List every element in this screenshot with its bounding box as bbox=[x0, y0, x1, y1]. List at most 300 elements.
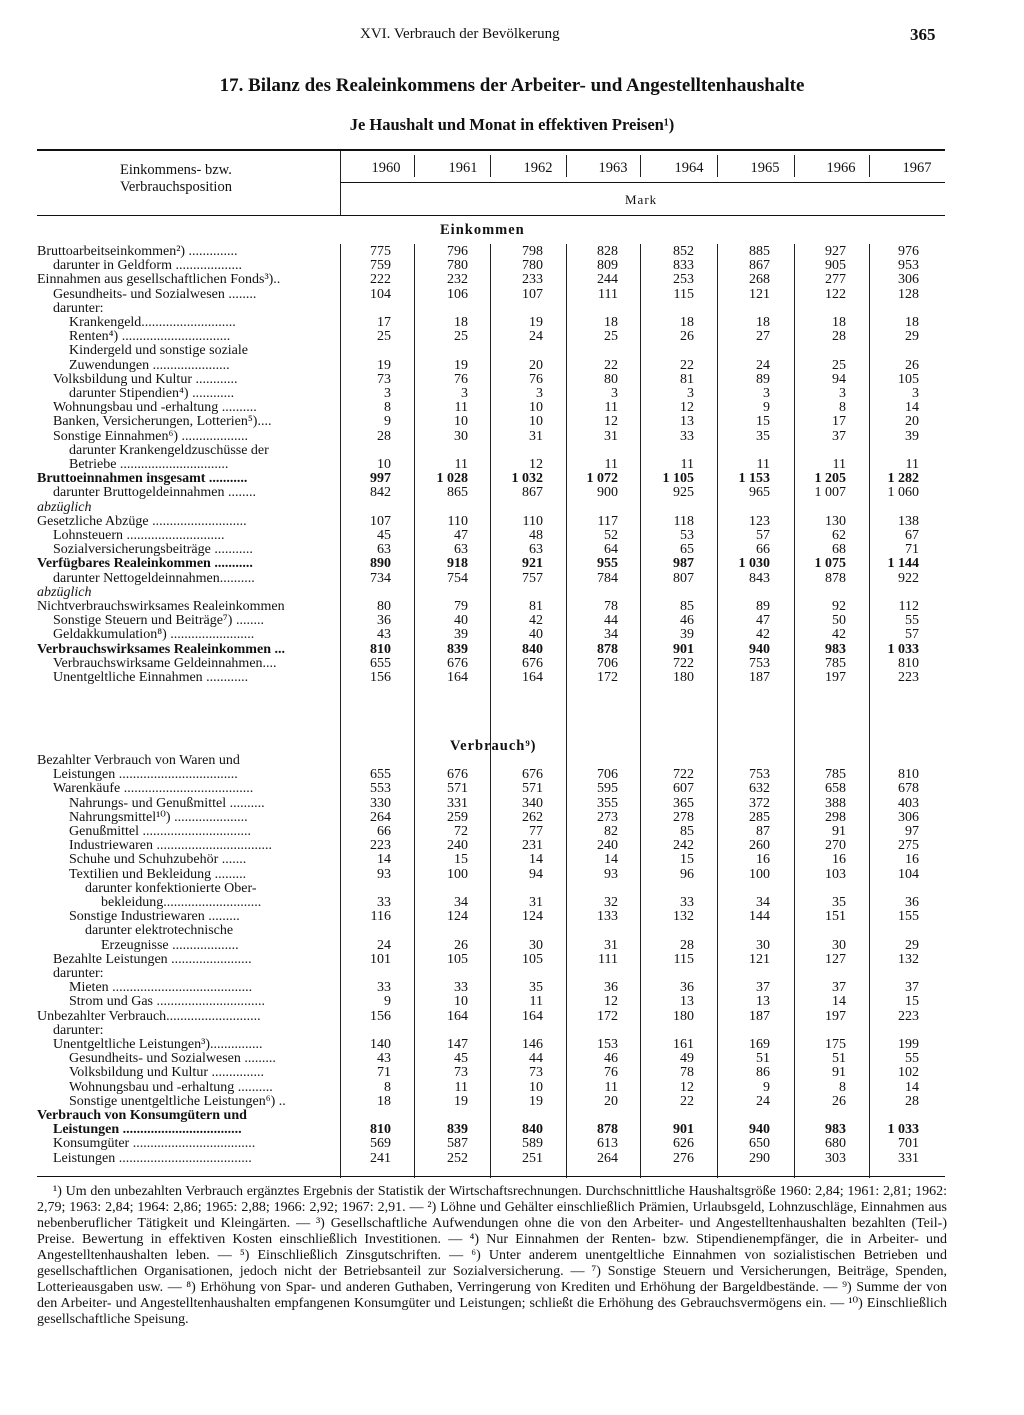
cell-value: 925 bbox=[673, 485, 694, 501]
cell-value: 997 bbox=[370, 471, 391, 487]
cell-value: 24 bbox=[377, 937, 391, 953]
cell-value: 26 bbox=[905, 357, 919, 373]
cell-value: 3 bbox=[912, 386, 919, 401]
cell-value: 199 bbox=[898, 1037, 919, 1052]
cell-value: 63 bbox=[377, 542, 391, 558]
cell-value: 36 bbox=[905, 895, 919, 910]
cell-value: 810 bbox=[370, 1122, 391, 1138]
cell-value: 264 bbox=[370, 809, 391, 825]
row-label: darunter Stipendien⁴) ............ bbox=[69, 386, 235, 401]
cell-value: 105 bbox=[522, 951, 543, 967]
row-label: Volksbildung und Kultur ............... bbox=[69, 1065, 264, 1081]
year-header: 1964 bbox=[674, 160, 704, 176]
cell-value: 91 bbox=[832, 824, 846, 839]
cell-value: 828 bbox=[597, 244, 618, 259]
row-label: Verbrauchswirksames Realeinkommen ... bbox=[37, 641, 285, 657]
cell-value: 187 bbox=[749, 1008, 770, 1024]
cell-value: 46 bbox=[680, 613, 694, 629]
cell-value: 233 bbox=[522, 272, 543, 288]
stub-header bbox=[120, 162, 232, 196]
cell-value: 18 bbox=[832, 315, 846, 330]
cell-value: 940 bbox=[749, 641, 770, 657]
row-label: darunter konfektionierte Ober- bbox=[85, 880, 257, 896]
cell-value: 39 bbox=[680, 627, 694, 643]
cell-value: 180 bbox=[673, 1008, 694, 1024]
cell-value: 97 bbox=[905, 824, 919, 839]
year-header: 1960 bbox=[371, 160, 401, 176]
cell-value: 42 bbox=[756, 627, 770, 643]
cell-value: 809 bbox=[597, 258, 618, 274]
cell-value: 655 bbox=[370, 767, 391, 783]
cell-value: 867 bbox=[522, 485, 543, 501]
row-label: abzüglich bbox=[37, 499, 92, 515]
cell-value: 164 bbox=[522, 1008, 543, 1024]
cell-value: 9 bbox=[763, 1079, 770, 1095]
cell-value: 22 bbox=[604, 357, 618, 373]
unit-label: Mark bbox=[625, 192, 658, 207]
cell-value: 31 bbox=[604, 937, 618, 953]
footnote-text: ¹) Um den unbezahlten Verbrauch ergänztes Ergebnis der Statistik der Wirtschaftsrechnungen. Durchschnittliche Haushaltsgröße 1960: 2,84; 1961: 2,81; 1962: 2,79; 1963: 2,84; 1964: 2,86; 1965: 2,88; 1966: 2,92; 1967: 2,91. — ²) Löhne und Gehälter einschließlich Prämien, Urlaubsgeld, Lohnzuschläge, Einnahmen aus nebenberuflicher Tätigkeit und Kleingärten. — ³) Gesellschaftliche Aufwendungen ohne die von den Arbeiter- und Angestelltenhaushalten bezahlten (Teil-) Preise. Bewertung in effektiven Kosten einschließlich Investitionen. — ⁴) Nur Einnahmen der Renten- bzw. Stipendienempfänger, die in Arbeiter- und Angestelltenhaushalten leben. — ⁵) Einschließlich Zinsgutschriften. — ⁶) Unter anderem unentgeltliche Einnahmen von sozialistischen Betrieben und gesellschaftlichen Organisationen, jedoch nicht der Betriebsanteil zur Sozialversicherung. — ⁷) Sonstige Steuern und Versicherungen, Beiträge, Spenden, Lotterieausgaben usw. — ⁸) Erhöhung von Spar- und anderen Guthaben, Verringerung von Krediten und Erhöhung der Bargeldbestände. — ⁹) Summe der von den Arbeiter- und Angestelltenhaushalten empfangenen Konsumgüter und Leistungen; schließt die Erhöhung des Gebrauchsvermögens ein. — ¹⁰) Einschließlich gesellschaftliche Speisung. bbox=[37, 1184, 947, 1327]
cell-value: 810 bbox=[898, 655, 919, 671]
cell-value: 100 bbox=[447, 866, 468, 882]
cell-value: 303 bbox=[825, 1150, 846, 1166]
row-label: Unbezahlter Verbrauch........................... bbox=[37, 1008, 261, 1024]
cell-value: 11 bbox=[529, 994, 543, 1010]
cell-value: 1 105 bbox=[662, 471, 694, 487]
cell-value: 553 bbox=[370, 781, 391, 797]
cell-value: 22 bbox=[680, 357, 694, 373]
cell-value: 18 bbox=[454, 315, 468, 330]
cell-value: 77 bbox=[529, 824, 543, 839]
cell-value: 678 bbox=[898, 781, 919, 797]
row-label: Industriewaren ................................. bbox=[69, 838, 272, 854]
cell-value: 784 bbox=[597, 570, 618, 586]
cell-value: 13 bbox=[680, 414, 694, 430]
cell-value: 26 bbox=[454, 937, 468, 953]
row-label: Leistungen .................................. bbox=[53, 767, 238, 783]
cell-value: 91 bbox=[832, 1065, 846, 1081]
cell-value: 3 bbox=[687, 386, 694, 401]
cell-value: 10 bbox=[529, 400, 543, 416]
cell-value: 759 bbox=[370, 258, 391, 274]
cell-value: 94 bbox=[832, 371, 846, 387]
cell-value: 12 bbox=[604, 994, 618, 1010]
cell-value: 37 bbox=[832, 980, 846, 996]
cell-value: 780 bbox=[447, 258, 468, 274]
cell-value: 953 bbox=[898, 258, 919, 274]
cell-value: 104 bbox=[370, 286, 391, 302]
row-label: Sonstige unentgeltliche Leistungen⁶) .. bbox=[69, 1093, 286, 1109]
cell-value: 878 bbox=[597, 1122, 618, 1138]
cell-value: 104 bbox=[898, 866, 919, 882]
cell-value: 197 bbox=[825, 1008, 846, 1024]
cell-value: 10 bbox=[377, 457, 391, 472]
year-header: 1962 bbox=[523, 160, 553, 176]
row-label: Schuhe und Schuhzubehör ....... bbox=[69, 852, 247, 868]
cell-value: 52 bbox=[604, 528, 618, 543]
cell-value: 833 bbox=[673, 258, 694, 274]
cell-value: 45 bbox=[454, 1051, 468, 1067]
cell-value: 922 bbox=[898, 570, 919, 586]
cell-value: 839 bbox=[447, 1122, 468, 1138]
cell-value: 17 bbox=[832, 414, 846, 430]
cell-value: 31 bbox=[529, 895, 543, 910]
cell-value: 164 bbox=[522, 670, 543, 685]
cell-value: 43 bbox=[377, 1051, 391, 1067]
cell-value: 987 bbox=[673, 556, 694, 572]
cell-value: 147 bbox=[447, 1037, 468, 1052]
cell-value: 14 bbox=[905, 1079, 919, 1095]
cell-value: 71 bbox=[377, 1065, 391, 1081]
cell-value: 840 bbox=[522, 641, 543, 657]
cell-value: 306 bbox=[898, 272, 919, 288]
cell-value: 80 bbox=[604, 371, 618, 387]
cell-value: 48 bbox=[529, 528, 543, 543]
row-label: Nahrungs- und Genußmittel .......... bbox=[69, 795, 265, 811]
cell-value: 780 bbox=[522, 258, 543, 274]
row-label: Gesundheits- und Sozialwesen ........ bbox=[53, 286, 257, 302]
cell-value: 965 bbox=[749, 485, 770, 501]
cell-value: 29 bbox=[905, 937, 919, 953]
cell-value: 172 bbox=[597, 670, 618, 685]
cell-value: 57 bbox=[756, 528, 770, 543]
cell-value: 64 bbox=[604, 542, 618, 558]
row-label: darunter Krankengeldzuschüsse der bbox=[69, 442, 269, 458]
cell-value: 810 bbox=[898, 767, 919, 783]
cell-value: 33 bbox=[377, 980, 391, 996]
cell-value: 11 bbox=[604, 400, 618, 416]
cell-value: 133 bbox=[597, 909, 618, 925]
cell-value: 658 bbox=[825, 781, 846, 797]
cell-value: 11 bbox=[680, 457, 694, 472]
cell-value: 110 bbox=[522, 513, 543, 529]
cell-value: 122 bbox=[825, 286, 846, 302]
cell-value: 1 072 bbox=[586, 471, 618, 487]
cell-value: 124 bbox=[447, 909, 468, 925]
cell-value: 127 bbox=[825, 951, 846, 967]
cell-value: 19 bbox=[377, 357, 391, 373]
cell-value: 115 bbox=[673, 286, 694, 302]
cell-value: 231 bbox=[522, 838, 543, 854]
cell-value: 110 bbox=[447, 513, 468, 529]
cell-value: 87 bbox=[756, 824, 770, 839]
cell-value: 330 bbox=[370, 795, 391, 811]
cell-value: 16 bbox=[905, 852, 919, 868]
cell-value: 15 bbox=[454, 852, 468, 868]
cell-value: 18 bbox=[680, 315, 694, 330]
running-title: XVI. Verbrauch der Bevölkerung bbox=[360, 26, 560, 42]
cell-value: 865 bbox=[447, 485, 468, 501]
cell-value: 81 bbox=[680, 371, 694, 387]
cell-value: 955 bbox=[597, 556, 618, 572]
cell-value: 37 bbox=[905, 980, 919, 996]
cell-value: 19 bbox=[529, 315, 543, 330]
cell-value: 28 bbox=[905, 1093, 919, 1109]
cell-value: 275 bbox=[898, 838, 919, 854]
cell-value: 107 bbox=[522, 286, 543, 302]
cell-value: 78 bbox=[680, 1065, 694, 1081]
cell-value: 14 bbox=[529, 852, 543, 868]
year-header: 1965 bbox=[750, 160, 780, 176]
page-header bbox=[0, 26, 1024, 48]
row-label: Bruttoeinnahmen insgesamt ........... bbox=[37, 471, 248, 487]
row-label: darunter Nettogeldeinnahmen.......... bbox=[53, 570, 255, 586]
cell-value: 242 bbox=[673, 838, 694, 854]
cell-value: 9 bbox=[384, 414, 391, 430]
cell-value: 72 bbox=[454, 824, 468, 839]
cell-value: 37 bbox=[832, 428, 846, 444]
cell-value: 47 bbox=[454, 528, 468, 543]
cell-value: 140 bbox=[370, 1037, 391, 1052]
cell-value: 128 bbox=[898, 286, 919, 302]
stub-header-line-1: Einkommens- bzw. bbox=[120, 162, 232, 178]
cell-value: 26 bbox=[680, 329, 694, 345]
row-label: Bezahlter Verbrauch von Waren und bbox=[37, 753, 240, 768]
cell-value: 35 bbox=[756, 428, 770, 444]
cell-value: 132 bbox=[898, 951, 919, 967]
cell-value: 144 bbox=[749, 909, 770, 925]
cell-value: 33 bbox=[377, 895, 391, 910]
cell-value: 153 bbox=[597, 1037, 618, 1052]
cell-value: 676 bbox=[522, 655, 543, 671]
cell-value: 921 bbox=[522, 556, 543, 572]
cell-value: 27 bbox=[756, 329, 770, 345]
cell-value: 50 bbox=[832, 613, 846, 629]
cell-value: 13 bbox=[756, 994, 770, 1010]
cell-value: 161 bbox=[673, 1037, 694, 1052]
cell-value: 57 bbox=[905, 627, 919, 643]
cell-value: 842 bbox=[370, 485, 391, 501]
cell-value: 650 bbox=[749, 1136, 770, 1152]
cell-value: 11 bbox=[905, 457, 919, 472]
cell-value: 85 bbox=[680, 824, 694, 839]
year-header: 1966 bbox=[826, 160, 856, 176]
cell-value: 96 bbox=[680, 866, 694, 882]
cell-value: 13 bbox=[680, 994, 694, 1010]
cell-value: 706 bbox=[597, 655, 618, 671]
cell-value: 901 bbox=[673, 641, 694, 657]
cell-value: 26 bbox=[832, 1093, 846, 1109]
cell-value: 89 bbox=[756, 599, 770, 614]
cell-value: 290 bbox=[749, 1150, 770, 1166]
cell-value: 1 144 bbox=[887, 556, 919, 572]
cell-value: 43 bbox=[377, 627, 391, 643]
row-label: Leistungen .................................. bbox=[53, 1122, 242, 1138]
cell-value: 29 bbox=[905, 329, 919, 345]
cell-value: 355 bbox=[597, 795, 618, 811]
cell-value: 253 bbox=[673, 272, 694, 288]
cell-value: 277 bbox=[825, 272, 846, 288]
cell-value: 11 bbox=[454, 457, 468, 472]
cell-value: 940 bbox=[749, 1122, 770, 1138]
cell-value: 16 bbox=[832, 852, 846, 868]
cell-value: 3 bbox=[536, 386, 543, 401]
row-label: bekleidung............................ bbox=[101, 895, 262, 910]
cell-value: 105 bbox=[898, 371, 919, 387]
cell-value: 63 bbox=[529, 542, 543, 558]
cell-value: 14 bbox=[832, 994, 846, 1010]
cell-value: 15 bbox=[905, 994, 919, 1010]
cell-value: 569 bbox=[370, 1136, 391, 1152]
cell-value: 878 bbox=[825, 570, 846, 586]
cell-value: 885 bbox=[749, 244, 770, 259]
cell-value: 244 bbox=[597, 272, 618, 288]
cell-value: 278 bbox=[673, 809, 694, 825]
cell-value: 3 bbox=[611, 386, 618, 401]
row-label: Bezahlte Leistungen ....................... bbox=[53, 951, 252, 967]
cell-value: 10 bbox=[454, 414, 468, 430]
cell-value: 8 bbox=[839, 400, 846, 416]
section-title: Verbrauch⁹) bbox=[450, 738, 537, 754]
cell-value: 175 bbox=[825, 1037, 846, 1052]
cell-value: 655 bbox=[370, 655, 391, 671]
cell-value: 306 bbox=[898, 809, 919, 825]
cell-value: 82 bbox=[604, 824, 618, 839]
cell-value: 11 bbox=[604, 1079, 618, 1095]
cell-value: 19 bbox=[529, 1093, 543, 1109]
cell-value: 262 bbox=[522, 809, 543, 825]
cell-value: 264 bbox=[597, 1150, 618, 1166]
cell-value: 100 bbox=[749, 866, 770, 882]
cell-value: 796 bbox=[447, 244, 468, 259]
cell-value: 76 bbox=[454, 371, 468, 387]
cell-value: 587 bbox=[447, 1136, 468, 1152]
cell-value: 94 bbox=[529, 866, 543, 882]
cell-value: 66 bbox=[377, 824, 391, 839]
cell-value: 680 bbox=[825, 1136, 846, 1152]
cell-value: 900 bbox=[597, 485, 618, 501]
row-label: Sonstige Einnahmen⁶) ................... bbox=[53, 428, 249, 444]
cell-value: 187 bbox=[749, 670, 770, 685]
cell-value: 8 bbox=[384, 1079, 391, 1095]
cell-value: 35 bbox=[529, 980, 543, 996]
cell-value: 107 bbox=[370, 513, 391, 529]
cell-value: 10 bbox=[529, 1079, 543, 1095]
year-header: 1961 bbox=[448, 160, 478, 176]
cell-value: 68 bbox=[832, 542, 846, 558]
cell-value: 80 bbox=[377, 599, 391, 614]
row-label: Bruttoarbeitseinkommen²) .............. bbox=[37, 244, 238, 259]
cell-value: 222 bbox=[370, 272, 391, 288]
cell-value: 798 bbox=[522, 244, 543, 259]
cell-value: 103 bbox=[825, 866, 846, 882]
cell-value: 18 bbox=[905, 315, 919, 330]
cell-value: 106 bbox=[447, 286, 468, 302]
row-label: Gesetzliche Abzüge ........................... bbox=[37, 513, 247, 529]
cell-value: 1 028 bbox=[436, 471, 468, 487]
cell-value: 37 bbox=[756, 980, 770, 996]
cell-value: 44 bbox=[529, 1051, 543, 1067]
row-label: Sozialversicherungsbeiträge ........... bbox=[53, 542, 253, 558]
cell-value: 3 bbox=[461, 386, 468, 401]
cell-value: 878 bbox=[597, 641, 618, 657]
stub-header-line-2: Verbrauchsposition bbox=[120, 179, 232, 195]
cell-value: 11 bbox=[832, 457, 846, 472]
cell-value: 15 bbox=[756, 414, 770, 430]
cell-value: 30 bbox=[529, 937, 543, 953]
row-label: Strom und Gas ............................... bbox=[69, 994, 265, 1010]
cell-value: 11 bbox=[454, 1079, 468, 1095]
cell-value: 45 bbox=[377, 528, 391, 543]
cell-value: 852 bbox=[673, 244, 694, 259]
cell-value: 722 bbox=[673, 767, 694, 783]
cell-value: 12 bbox=[604, 414, 618, 430]
cell-value: 372 bbox=[749, 795, 770, 811]
row-label: Textilien und Bekleidung ......... bbox=[69, 866, 247, 882]
cell-value: 155 bbox=[898, 909, 919, 925]
cell-value: 33 bbox=[454, 980, 468, 996]
cell-value: 1 282 bbox=[887, 471, 919, 487]
cell-value: 595 bbox=[597, 781, 618, 797]
cell-value: 51 bbox=[756, 1051, 770, 1067]
row-label: Krankengeld........................... bbox=[69, 315, 236, 330]
cell-value: 172 bbox=[597, 1008, 618, 1024]
cell-value: 268 bbox=[749, 272, 770, 288]
cell-value: 81 bbox=[529, 599, 543, 614]
cell-value: 34 bbox=[756, 895, 770, 910]
cell-value: 757 bbox=[522, 570, 543, 586]
cell-value: 62 bbox=[832, 528, 846, 543]
cell-value: 117 bbox=[597, 513, 618, 529]
cell-value: 11 bbox=[454, 400, 468, 416]
cell-value: 73 bbox=[454, 1065, 468, 1081]
row-label: Warenkäufe ..................................... bbox=[53, 781, 254, 797]
cell-value: 607 bbox=[673, 781, 694, 797]
cell-value: 35 bbox=[832, 895, 846, 910]
row-label: darunter: bbox=[53, 1022, 104, 1038]
row-label: Nahrungsmittel¹⁰) ..................... bbox=[69, 809, 248, 825]
cell-value: 15 bbox=[680, 852, 694, 868]
cell-value: 890 bbox=[370, 556, 391, 572]
cell-value: 14 bbox=[604, 852, 618, 868]
cell-value: 298 bbox=[825, 809, 846, 825]
cell-value: 34 bbox=[454, 895, 468, 910]
cell-value: 1 075 bbox=[814, 556, 846, 572]
cell-value: 44 bbox=[604, 613, 618, 629]
header-bottom-rule bbox=[37, 215, 945, 216]
cell-value: 55 bbox=[905, 613, 919, 629]
cell-value: 28 bbox=[832, 329, 846, 345]
cell-value: 86 bbox=[756, 1065, 770, 1081]
cell-value: 3 bbox=[384, 386, 391, 401]
row-label: Lohnsteuern ............................ bbox=[53, 528, 225, 543]
cell-value: 76 bbox=[529, 371, 543, 387]
cell-value: 121 bbox=[749, 951, 770, 967]
cell-value: 14 bbox=[377, 852, 391, 868]
row-label: Verbrauchswirksame Geldeinnahmen.... bbox=[53, 655, 277, 671]
cell-value: 65 bbox=[680, 542, 694, 558]
cell-value: 706 bbox=[597, 767, 618, 783]
cell-value: 10 bbox=[529, 414, 543, 430]
table-bottom-rule bbox=[37, 1176, 945, 1177]
cell-value: 55 bbox=[905, 1051, 919, 1067]
cell-value: 66 bbox=[756, 542, 770, 558]
cell-value: 33 bbox=[680, 428, 694, 444]
cell-value: 927 bbox=[825, 244, 846, 259]
cell-value: 17 bbox=[377, 315, 391, 330]
table-top-rule bbox=[37, 149, 945, 151]
cell-value: 331 bbox=[898, 1150, 919, 1166]
cell-value: 34 bbox=[604, 627, 618, 643]
cell-value: 403 bbox=[898, 795, 919, 811]
cell-value: 905 bbox=[825, 258, 846, 274]
row-label: Gesundheits- und Sozialwesen ......... bbox=[69, 1051, 276, 1067]
cell-value: 843 bbox=[749, 570, 770, 586]
cell-value: 976 bbox=[898, 244, 919, 259]
cell-value: 93 bbox=[604, 866, 618, 882]
cell-value: 36 bbox=[680, 980, 694, 996]
cell-value: 785 bbox=[825, 767, 846, 783]
